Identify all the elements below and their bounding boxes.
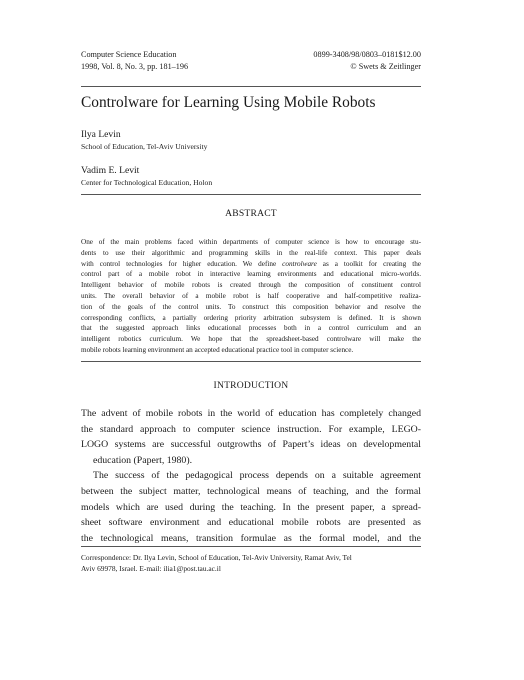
abstract-heading: ABSTRACT: [225, 208, 277, 219]
authors-rule: [81, 194, 421, 195]
abstract-text: [81, 237, 421, 356]
abstract-line: corresponding conflicts, a partially ordering priority arbitration subsystem is defined. It is shown: [81, 313, 421, 322]
body-line: the standard approach to computer science instruction. For example, LEGO-: [81, 423, 421, 435]
correspondence-footnote: [81, 552, 421, 575]
header-rule: [81, 86, 421, 87]
abstract-line: tion of the goals of the control units. To construct this composition behavior and resolve the: [81, 302, 421, 311]
body-line: sheet software environment and educational mobile robots are presented as: [81, 517, 421, 529]
abstract-line: dents to use their algorithmic and programming skills in the real-life context. This paper deals: [81, 248, 421, 257]
abstract-emphasis: controlware: [282, 259, 317, 268]
journal-header-right: [313, 49, 421, 73]
journal-name: Computer Science Education: [81, 50, 177, 59]
body-line: LOGO systems are successful outgrowths of Papert’s ideas on developmental: [81, 439, 421, 451]
body-line: The success of the pedagogical process depends on a suitable agreement: [93, 470, 421, 482]
abstract-line-part: with control technologies for higher education. We define: [81, 259, 283, 268]
abstract-line: intelligent robotics curriculum. We hope that the spreadsheet-based controlware will make the: [81, 335, 421, 344]
author-name: Vadim E. Levit: [81, 165, 140, 176]
publisher-copyright: © Swets & Zeitlinger: [350, 62, 421, 71]
introduction-text: [81, 406, 421, 546]
issn-price: 0899-3408/98/0803–0181$12.00: [313, 50, 421, 59]
body-line: education (Papert, 1980).: [93, 454, 193, 466]
footnote-line: Aviv 69978, Israel. E-mail: ilia1@post.tau.ac.il: [81, 564, 221, 574]
body-line: The advent of mobile robots in the world of education has completely changed: [81, 408, 421, 419]
journal-volume: 1998, Vol. 8, No. 3, pp. 181–196: [81, 62, 189, 71]
abstract-line: Intelligent behavior of mobile robots is created through the composition of constituent control: [81, 281, 421, 290]
abstract-line: mobile robots learning environment an accepted educational practice tool in computer science.: [81, 345, 354, 354]
abstract-rule: [81, 361, 421, 362]
abstract-line: One of the main problems faced within departments of computer science is how to encourage stu-: [81, 238, 421, 246]
journal-header-left: [81, 49, 188, 73]
author-affiliation: School of Education, Tel-Aviv University: [81, 142, 208, 151]
footnote-line: Correspondence: Dr. Ilya Levin, School of Education, Tel-Aviv University, Ramat Aviv, Tel: [81, 553, 352, 562]
author-name: Ilya Levin: [81, 129, 121, 140]
introduction-heading: INTRODUCTION: [213, 380, 289, 391]
footnote-rule: [81, 546, 421, 547]
abstract-line: control part of a mobile robot in interactive learning environments and educational micro-worlds.: [81, 270, 421, 279]
abstract-line: that the suggested approach links educational processes both in a control curriculum and an: [81, 324, 421, 333]
abstract-line: [81, 259, 421, 270]
paper-title: Controlware for Learning Using Mobile Robots: [81, 94, 376, 111]
abstract-line: units. The overall behavior of a mobile robot is half cooperative and half-competitive realiza-: [81, 291, 421, 300]
body-line: between the subject matter, technological means of teaching, and the formal: [81, 485, 421, 497]
author-affiliation: Center for Technological Education, Holon: [81, 178, 213, 187]
abstract-line-part: as a toolkit for creating the: [316, 259, 421, 268]
body-line: models which are used during the teaching. In the present paper, a spread-: [81, 501, 421, 513]
body-line: the technological means, transition formulae as the formal model, and the: [81, 532, 421, 544]
